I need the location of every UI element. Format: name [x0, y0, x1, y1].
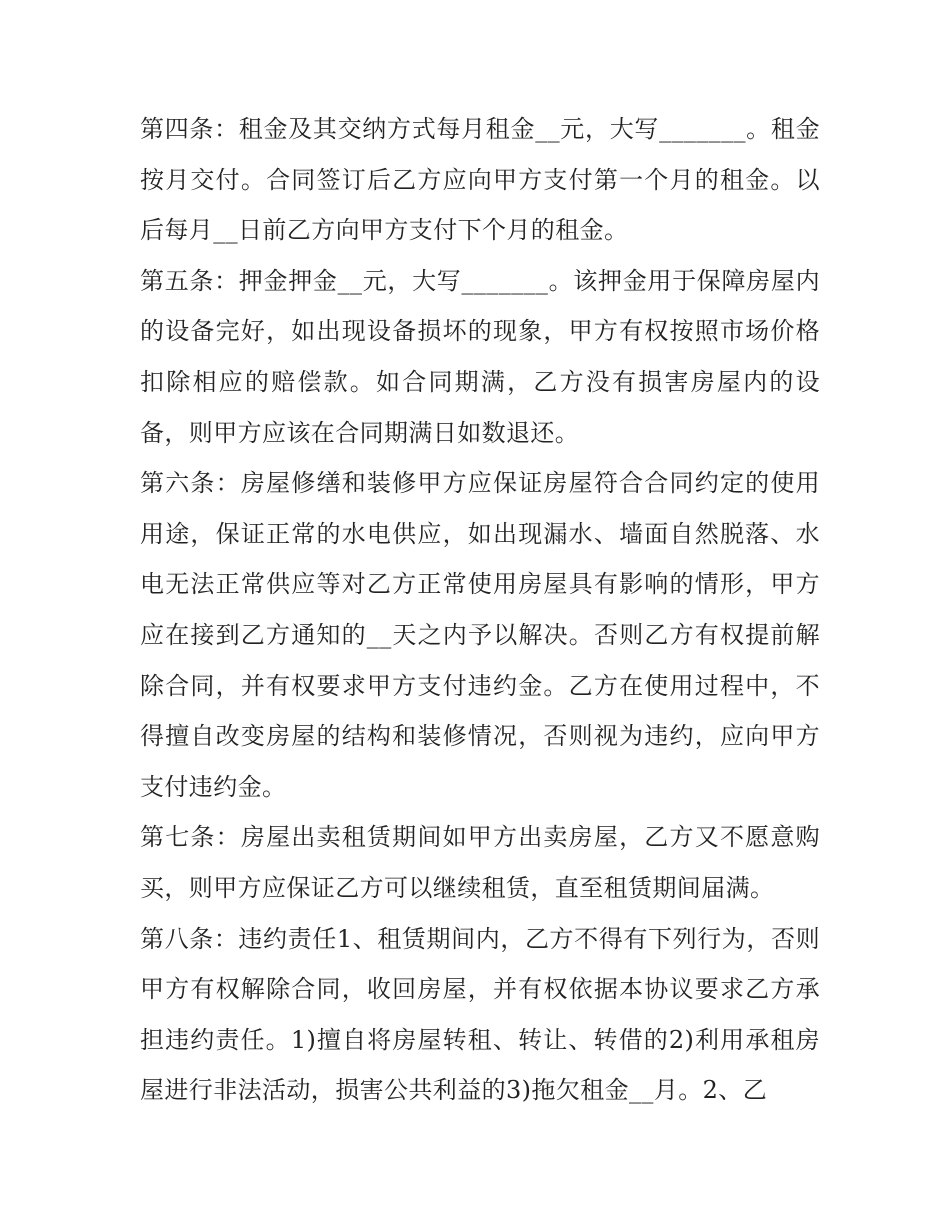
article-5-paragraph: 第五条：押金押金__元，大写_______。该押金用于保障房屋内的设备完好，如出现设备损坏的现象，甲方有权按照市场价格扣除相应的赔偿款。如合同期满，乙方没有损害房屋内的设备，则甲方应该在合同期满日如数退还。 [140, 266, 820, 447]
article-8-paragraph: 第八条：违约责任1、租赁期间内，乙方不得有下列行为，否则甲方有权解除合同，收回房屋，并有权依据本协议要求乙方承担违约责任。1)擅自将房屋转租、转让、转借的2)利用承租房屋进行非法活动，损害公共利益的3)拖欠租金__月。2、乙 [140, 924, 820, 1105]
article-7-paragraph: 第七条：房屋出卖租赁期间如甲方出卖房屋，乙方又不愿意购买，则甲方应保证乙方可以继续租赁，直至租赁期间届满。 [140, 823, 820, 902]
article-4-paragraph: 第四条：租金及其交纳方式每月租金__元，大写_______。租金按月交付。合同签订后乙方应向甲方支付第一个月的租金。以后每月__日前乙方向甲方支付下个月的租金。 [140, 115, 820, 245]
document-page [140, 104, 820, 1116]
article-6-paragraph: 第六条：房屋修缮和装修甲方应保证房屋符合合同约定的使用用途，保证正常的水电供应，如出现漏水、墙面自然脱落、水电无法正常供应等对乙方正常使用房屋具有影响的情形，甲方应在接到乙方通知的__天之内予以解决。否则乙方有权提前解除合同，并有权要求甲方支付违约金。乙方在使用过程中，不得擅自改变房屋的结构和装修情况，否则视为违约，应向甲方支付违约金。 [140, 469, 820, 801]
